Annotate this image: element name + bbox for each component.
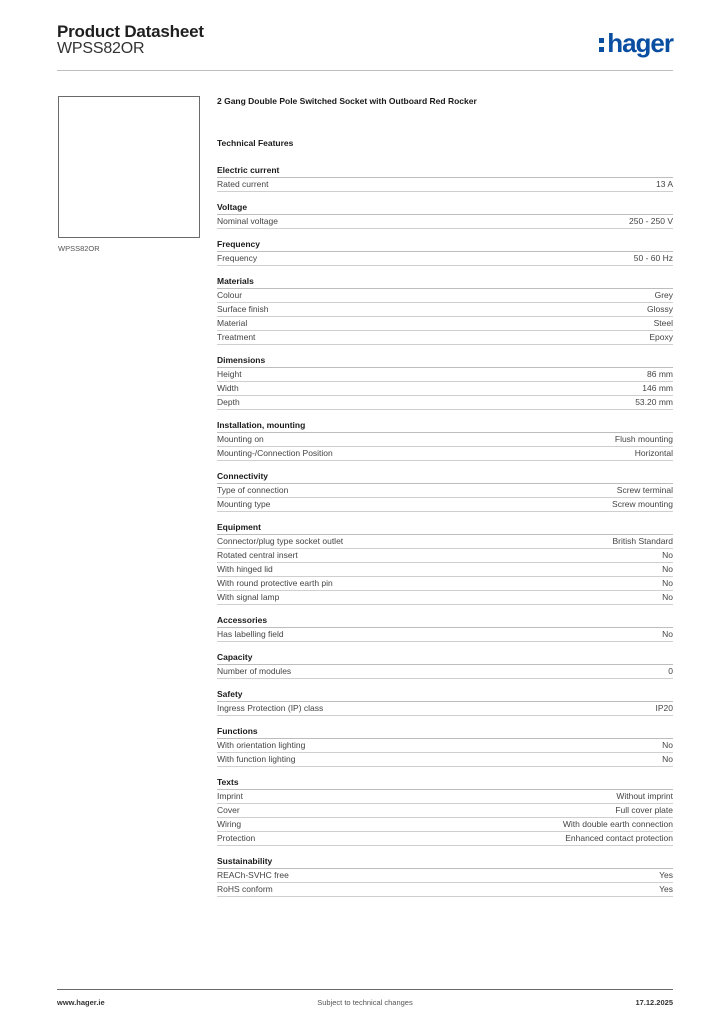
feature-group xyxy=(217,651,673,679)
technical-content xyxy=(217,95,673,906)
feature-group xyxy=(217,164,673,192)
feature-label: Cover xyxy=(217,805,240,815)
feature-group-title: Equipment xyxy=(217,521,673,535)
feature-row xyxy=(217,628,673,642)
feature-value: 146 mm xyxy=(642,383,673,393)
feature-row xyxy=(217,804,673,818)
feature-value: No xyxy=(662,740,673,750)
feature-label: Wiring xyxy=(217,819,242,829)
feature-label: Mounting on xyxy=(217,434,264,444)
feature-group-title: Dimensions xyxy=(217,354,673,368)
feature-value: Enhanced contact protection xyxy=(565,833,673,843)
feature-value: Full cover plate xyxy=(615,805,673,815)
feature-label: With round protective earth pin xyxy=(217,578,333,588)
feature-value: 0 xyxy=(668,666,673,676)
feature-group xyxy=(217,688,673,716)
product-image-caption: WPSS82OR xyxy=(58,244,100,253)
feature-group xyxy=(217,725,673,767)
feature-group-title: Accessories xyxy=(217,614,673,628)
feature-group-title: Texts xyxy=(217,776,673,790)
technical-features-heading: Technical Features xyxy=(217,138,294,148)
feature-group xyxy=(217,275,673,345)
feature-value: No xyxy=(662,578,673,588)
feature-label: Imprint xyxy=(217,791,243,801)
feature-row xyxy=(217,447,673,461)
feature-row xyxy=(217,382,673,396)
feature-group xyxy=(217,201,673,229)
feature-group-title: Materials xyxy=(217,275,673,289)
feature-group xyxy=(217,855,673,897)
feature-value: Glossy xyxy=(647,304,673,314)
feature-group-title: Capacity xyxy=(217,651,673,665)
feature-group-title: Connectivity xyxy=(217,470,673,484)
feature-row xyxy=(217,549,673,563)
feature-group xyxy=(217,614,673,642)
feature-value: No xyxy=(662,754,673,764)
feature-value: No xyxy=(662,592,673,602)
feature-label: Nominal voltage xyxy=(217,216,278,226)
feature-row xyxy=(217,433,673,447)
feature-label: Height xyxy=(217,369,242,379)
page-footer xyxy=(57,989,673,1007)
footer-date: 17.12.2025 xyxy=(635,998,673,1007)
logo-mark-icon xyxy=(599,38,604,52)
feature-value: Horizontal xyxy=(634,448,673,458)
feature-value: Yes xyxy=(659,884,673,894)
feature-label: Width xyxy=(217,383,239,393)
feature-row xyxy=(217,396,673,410)
feature-group-title: Functions xyxy=(217,725,673,739)
feature-group-title: Electric current xyxy=(217,164,673,178)
feature-group-title: Installation, mounting xyxy=(217,419,673,433)
feature-row xyxy=(217,702,673,716)
feature-group xyxy=(217,470,673,512)
feature-row xyxy=(217,178,673,192)
feature-group-title: Frequency xyxy=(217,238,673,252)
feature-label: With orientation lighting xyxy=(217,740,306,750)
feature-group xyxy=(217,238,673,266)
page-header xyxy=(57,22,673,71)
feature-value: No xyxy=(662,629,673,639)
footer-website-link[interactable]: www.hager.ie xyxy=(57,998,105,1007)
feature-label: REACh-SVHC free xyxy=(217,870,289,880)
feature-value: 50 - 60 Hz xyxy=(633,253,673,263)
feature-label: Mounting type xyxy=(217,499,271,509)
feature-row xyxy=(217,753,673,767)
feature-value: 86 mm xyxy=(647,369,673,379)
feature-row xyxy=(217,869,673,883)
feature-label: Material xyxy=(217,318,248,328)
feature-row xyxy=(217,832,673,846)
feature-row xyxy=(217,331,673,345)
feature-label: With hinged lid xyxy=(217,564,273,574)
feature-value: 250 - 250 V xyxy=(629,216,673,226)
feature-value: British Standard xyxy=(612,536,673,546)
feature-row xyxy=(217,790,673,804)
feature-value: No xyxy=(662,564,673,574)
feature-value: Flush mounting xyxy=(614,434,673,444)
feature-row xyxy=(217,498,673,512)
feature-label: Type of connection xyxy=(217,485,289,495)
feature-label: Frequency xyxy=(217,253,258,263)
product-name: 2 Gang Double Pole Switched Socket with Outboard Red Rocker xyxy=(217,96,477,106)
feature-value: IP20 xyxy=(655,703,673,713)
feature-label: Surface finish xyxy=(217,304,269,314)
feature-row xyxy=(217,215,673,229)
feature-value: Yes xyxy=(659,870,673,880)
product-image-placeholder xyxy=(58,96,200,238)
feature-row xyxy=(217,484,673,498)
logo-text: hager xyxy=(607,28,673,58)
feature-label: RoHS conform xyxy=(217,884,273,894)
feature-label: Mounting-/Connection Position xyxy=(217,448,333,458)
feature-value: Steel xyxy=(653,318,673,328)
feature-label: Treatment xyxy=(217,332,256,342)
feature-label: With signal lamp xyxy=(217,592,280,602)
feature-value: With double earth connection xyxy=(562,819,673,829)
feature-value: Grey xyxy=(654,290,673,300)
feature-value: 53.20 mm xyxy=(635,397,673,407)
feature-row xyxy=(217,577,673,591)
feature-row xyxy=(217,289,673,303)
feature-group xyxy=(217,419,673,461)
feature-group-title: Safety xyxy=(217,688,673,702)
feature-row xyxy=(217,665,673,679)
feature-label: Rated current xyxy=(217,179,269,189)
feature-value: Screw terminal xyxy=(616,485,673,495)
feature-row xyxy=(217,883,673,897)
feature-groups xyxy=(217,164,673,897)
product-code-subtitle: WPSS82OR xyxy=(57,40,145,57)
feature-group-title: Voltage xyxy=(217,201,673,215)
feature-row xyxy=(217,252,673,266)
feature-value: 13 A xyxy=(655,179,673,189)
feature-group-title: Sustainability xyxy=(217,855,673,869)
feature-row xyxy=(217,591,673,605)
hager-logo xyxy=(599,28,673,59)
feature-row xyxy=(217,818,673,832)
document-title: Product Datasheet xyxy=(57,22,204,41)
feature-row xyxy=(217,739,673,753)
feature-row xyxy=(217,303,673,317)
feature-label: Number of modules xyxy=(217,666,292,676)
feature-row xyxy=(217,563,673,577)
feature-label: Connector/plug type socket outlet xyxy=(217,536,344,546)
feature-group xyxy=(217,521,673,605)
feature-value: Without imprint xyxy=(616,791,673,801)
feature-label: Rotated central insert xyxy=(217,550,298,560)
feature-row xyxy=(217,368,673,382)
feature-label: With function lighting xyxy=(217,754,296,764)
feature-label: Depth xyxy=(217,397,240,407)
feature-label: Has labelling field xyxy=(217,629,284,639)
feature-group xyxy=(217,354,673,410)
feature-group xyxy=(217,776,673,846)
feature-label: Protection xyxy=(217,833,256,843)
footer-note: Subject to technical changes xyxy=(317,998,413,1007)
feature-value: No xyxy=(662,550,673,560)
feature-label: Ingress Protection (IP) class xyxy=(217,703,324,713)
feature-label: Colour xyxy=(217,290,243,300)
feature-row xyxy=(217,535,673,549)
feature-value: Screw mounting xyxy=(612,499,673,509)
feature-value: Epoxy xyxy=(649,332,673,342)
feature-row xyxy=(217,317,673,331)
